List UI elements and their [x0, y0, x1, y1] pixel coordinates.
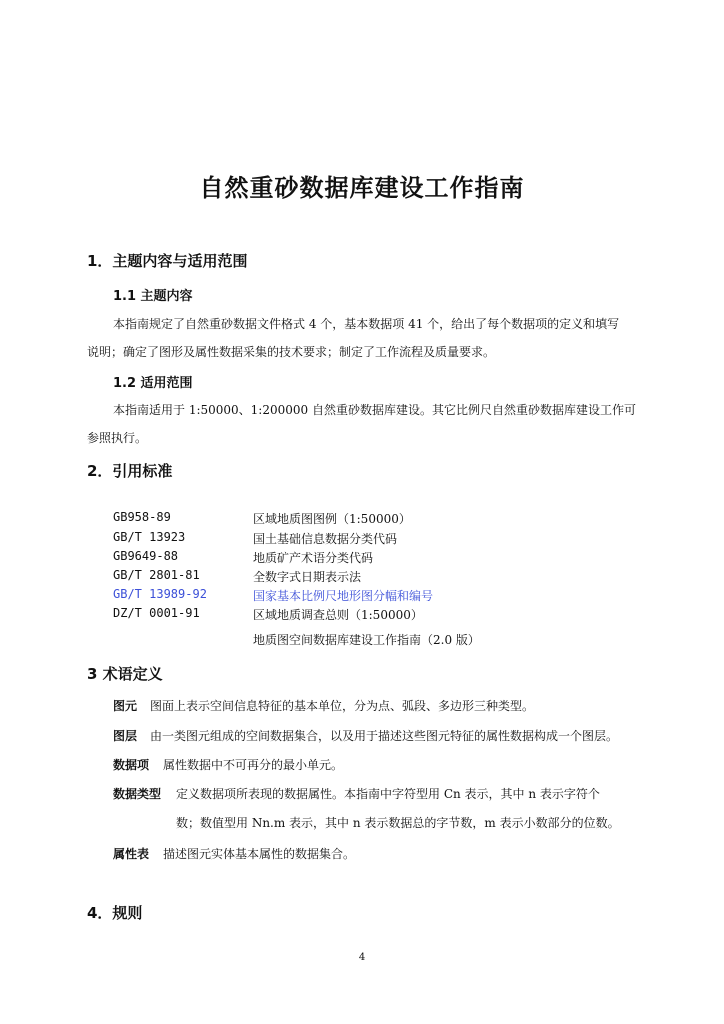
term-definition: 属性数据中不可再分的最小单元。: [163, 758, 344, 772]
ref-name: 区域地质调查总则（1:50000）: [253, 608, 423, 622]
term-label: 图元: [113, 699, 138, 713]
ref-name: 地质图空间数据库建设工作指南（2.0 版）: [253, 633, 480, 647]
term-label: 数据项: [113, 758, 150, 772]
ref-code-link[interactable]: GB/T 13989-92: [113, 587, 207, 601]
section-1-2-line-2: 参照执行。: [87, 431, 148, 445]
section-1-1-line-2: 说明；确定了图形及属性数据采集的技术要求；制定了工作流程及质量要求。: [87, 345, 496, 359]
term-definition: 由一类图元组成的空间数据集合，以及用于描述这些图元特征的属性数据构成一个图层。: [150, 729, 619, 743]
ref-name: 国土基础信息数据分类代码: [253, 532, 398, 546]
ref-code: GB/T 13923: [113, 530, 186, 544]
section-4-heading: 4．规则: [87, 904, 143, 922]
ref-name: 全数字式日期表示法: [253, 570, 362, 584]
term-label: 属性表: [113, 847, 150, 861]
term-definition: 定义数据项所表现的数据属性。本指南中字符型用 Cn 表示，其中 n 表示字符个: [176, 787, 600, 801]
ref-name: 地质矿产术语分类代码: [253, 551, 374, 565]
section-3-heading: 3 术语定义: [87, 665, 163, 683]
ref-code: GB9649-88: [113, 549, 179, 563]
ref-code: GB/T 2801-81: [113, 568, 200, 582]
section-1-1-line-1: 本指南规定了自然重砂数据文件格式 4 个，基本数据项 41 个，给出了每个数据项的定义和填写: [113, 317, 620, 331]
term-label: 数据类型: [113, 787, 162, 801]
term-definition: 图面上表示空间信息特征的基本单位，分为点、弧段、多边形三种类型。: [150, 699, 535, 713]
page-number: 4: [358, 952, 366, 963]
term-definition: 描述图元实体基本属性的数据集合。: [163, 847, 356, 861]
ref-name: 区域地质图图例（1:50000）: [253, 512, 411, 526]
document-title: 自然重砂数据库建设工作指南: [199, 174, 525, 202]
ref-code: DZ/T 0001-91: [113, 606, 200, 620]
term-label: 图层: [113, 729, 138, 743]
ref-code: GB958-89: [113, 510, 171, 524]
ref-name-link[interactable]: 国家基本比例尺地形图分幅和编号: [253, 589, 434, 603]
section-2-heading: 2．引用标准: [87, 462, 173, 480]
section-1-1-heading: 1.1 主题内容: [113, 289, 193, 304]
section-1-heading: 1．主题内容与适用范围: [87, 252, 248, 270]
section-1-2-line-1: 本指南适用于 1:50000、1:200000 自然重砂数据库建设。其它比例尺自然重砂数据库建设工作可: [113, 403, 636, 417]
section-1-2-heading: 1.2 适用范围: [113, 376, 193, 391]
term-definition-continued: 数；数值型用 Nn.m 表示，其中 n 表示数据总的字节数，m 表示小数部分的位数。: [176, 816, 620, 830]
